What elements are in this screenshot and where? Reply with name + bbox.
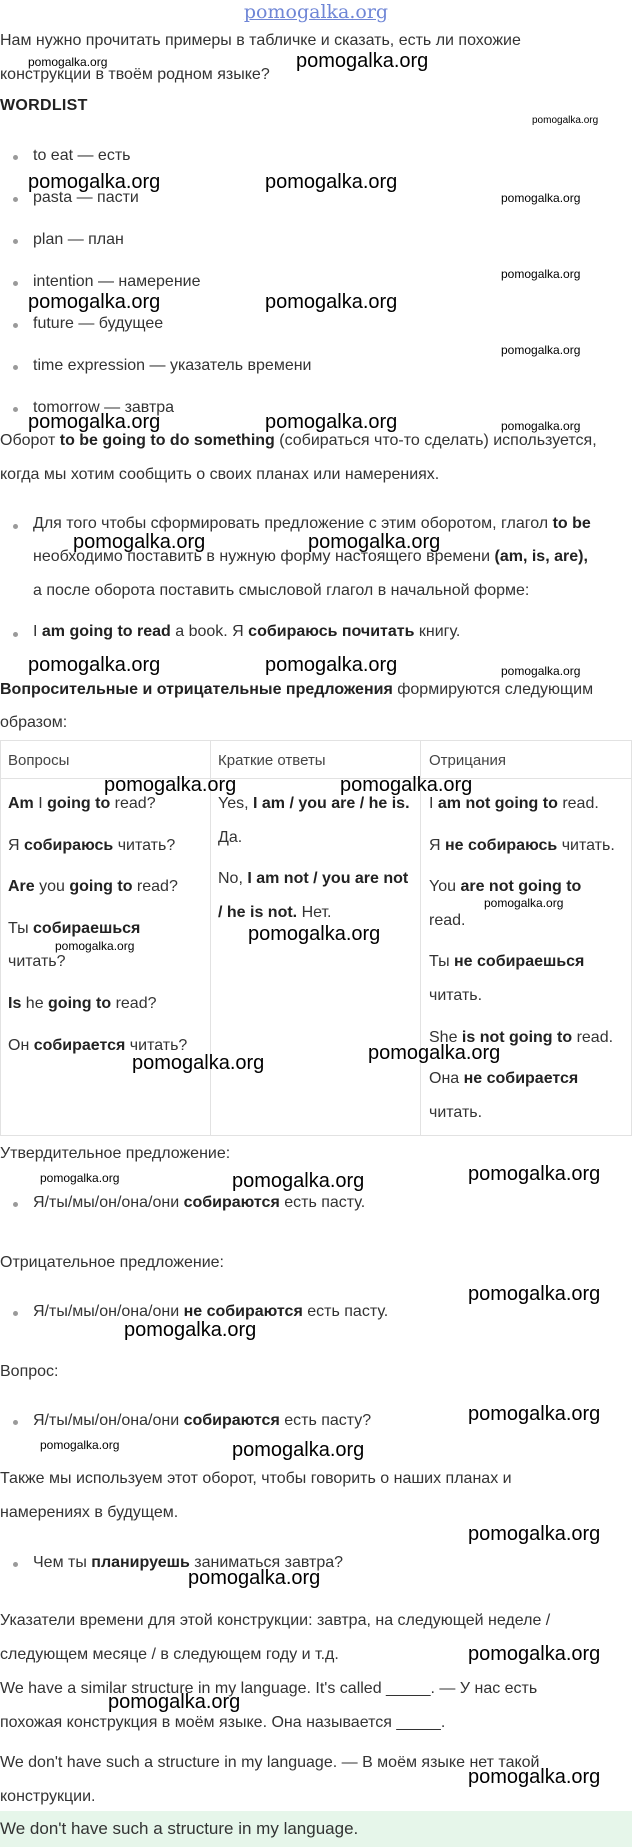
watermark: pomogalka.org: [104, 774, 237, 796]
questions-intro-line-1: Вопросительные и отрицательные предложения формируются следующим: [0, 681, 594, 698]
bullet-dot: [13, 1420, 18, 1425]
watermark: pomogalka.org: [468, 1766, 601, 1788]
table-border: [0, 778, 632, 779]
bullet-dot: [13, 239, 18, 244]
watermark: pomogalka.org: [501, 419, 581, 433]
watermark: pomogalka.org: [501, 343, 581, 357]
table-border: [0, 1135, 632, 1136]
bullet-dot: [13, 407, 18, 412]
watermark: pomogalka.org: [296, 50, 429, 72]
table-cell: She is not going to read.: [429, 1029, 614, 1046]
rule-line-2: когда мы хотим сообщить о своих планах или намерениях.: [0, 466, 440, 483]
bullet-dot: [13, 323, 18, 328]
future-note-line-1: Также мы используем этот оборот, чтобы говорить о наших планах и: [0, 1470, 512, 1487]
watermark: pomogalka.org: [484, 896, 564, 910]
watermark: pomogalka.org: [28, 291, 161, 313]
table-cell: read.: [429, 912, 466, 929]
future-example: Чем ты планируешь заниматься завтра?: [33, 1554, 344, 1571]
bullet-dot: [13, 1311, 18, 1316]
negative-label: Отрицательное предложение:: [0, 1254, 224, 1271]
list-item: time expression — указатель времени: [33, 357, 312, 374]
table-cell: читать.: [429, 987, 483, 1004]
watermark: pomogalka.org: [308, 531, 441, 553]
bullet-dot: [13, 632, 18, 637]
watermark: pomogalka.org: [124, 1319, 257, 1341]
rule-bullet-line-3: а после оборота поставить смысловой глагол в начальной форме:: [33, 582, 530, 599]
rule-bullet-line-2: необходимо поставить в нужную форму настоящего времени (am, is, are),: [33, 548, 588, 565]
watermark: pomogalka.org: [232, 1170, 365, 1192]
answer-highlight: [0, 1811, 632, 1847]
intro-line-1: Нам нужно прочитать примеры в табличке и сказать, есть ли похожие: [0, 32, 521, 49]
table-cell: Yes, I am / you are / he is.: [218, 795, 410, 812]
option-2-line-2: конструкции.: [0, 1788, 96, 1805]
table-cell: Is he going to read?: [8, 995, 157, 1012]
watermark: pomogalka.org: [501, 267, 581, 281]
bullet-dot: [13, 281, 18, 286]
list-item: to eat — есть: [33, 147, 131, 164]
table-cell: читать.: [429, 1104, 483, 1121]
wordlist-heading: WORDLIST: [0, 97, 88, 114]
watermark: pomogalka.org: [40, 1171, 120, 1185]
questions-intro-line-2: образом:: [0, 714, 68, 731]
watermark: pomogalka.org: [265, 171, 398, 193]
watermark: pomogalka.org: [368, 1042, 501, 1064]
table-cell: Ты собираешься: [8, 920, 141, 937]
time-markers-line-1: Указатели времени для этой конструкции: завтра, на следующей неделе /: [0, 1612, 551, 1629]
watermark: pomogalka.org: [468, 1643, 601, 1665]
watermark: pomogalka.org: [28, 171, 161, 193]
table-cell: Я собираюсь читать?: [8, 837, 176, 854]
table-cell: Она не собирается: [429, 1070, 579, 1087]
future-note-line-2: намерениях в будущем.: [0, 1504, 179, 1521]
table-header-negations: Отрицания: [429, 752, 506, 769]
table-cell: Am I going to read?: [8, 795, 156, 812]
bullet-dot: [13, 524, 18, 529]
table-cell: No, I am not / you are not: [218, 870, 409, 887]
watermark: pomogalka.org: [55, 939, 135, 953]
table-cell: You are not going to: [429, 878, 582, 895]
option-1-line-1: We have a similar structure in my language. It's called _____. — У нас есть: [0, 1680, 538, 1697]
question-example: Я/ты/мы/он/она/они собираются есть пасту?: [33, 1412, 372, 1429]
watermark: pomogalka.org: [468, 1283, 601, 1305]
watermark: pomogalka.org: [248, 923, 381, 945]
table-border: [420, 740, 421, 1136]
option-1-line-2: похожая конструкция в моём языке. Она называется _____.: [0, 1714, 446, 1731]
watermark: pomogalka.org: [340, 774, 473, 796]
table-header-questions: Вопросы: [8, 752, 70, 769]
option-2-line-1: We don't have such a structure in my language. — В моём языке нет такой: [0, 1754, 540, 1771]
rule-bullet-line-1: Для того чтобы сформировать предложение с этим оборотом, глагол to be: [33, 515, 591, 532]
answer-text: We don't have such a structure in my language.: [0, 1819, 359, 1838]
affirmative-label: Утвердительное предложение:: [0, 1145, 231, 1162]
watermark: pomogalka.org: [265, 411, 398, 433]
watermark: pomogalka.org: [468, 1163, 601, 1185]
table-cell: читать?: [8, 953, 66, 970]
bullet-dot: [13, 1562, 18, 1567]
table-cell: I am not going to read.: [429, 795, 599, 812]
table-border: [0, 740, 1, 1136]
list-item: intention — намерение: [33, 273, 201, 290]
list-item: plan — план: [33, 231, 124, 248]
question-label: Вопрос:: [0, 1363, 59, 1380]
watermark: pomogalka.org: [265, 291, 398, 313]
table-cell: Он собирается читать?: [8, 1037, 188, 1054]
bullet-dot: [13, 365, 18, 370]
bullet-dot: [13, 1202, 18, 1207]
watermark: pomogalka.org: [73, 531, 206, 553]
watermark: pomogalka.org: [265, 654, 398, 676]
table-cell: Я не собираюсь читать.: [429, 837, 615, 854]
table-cell: Да.: [218, 829, 243, 846]
watermark: pomogalka.org: [40, 1438, 120, 1452]
negative-example: Я/ты/мы/он/она/они не собираются есть пасту.: [33, 1303, 389, 1320]
list-item: future — будущее: [33, 315, 164, 332]
watermark: pomogalka.org: [468, 1403, 601, 1425]
time-markers-line-2: следующем месяце / в следующем году и т.д.: [0, 1646, 339, 1663]
list-item: tomorrow — завтра: [33, 399, 175, 416]
watermark: pomogalka.org: [532, 115, 599, 126]
watermark: pomogalka.org: [232, 1439, 365, 1461]
watermark: pomogalka.org: [28, 55, 108, 69]
intro-line-2: конструкции в твоём родном языке?: [0, 66, 270, 83]
table-header-short-answers: Краткие ответы: [218, 752, 326, 769]
watermark: pomogalka.org: [28, 654, 161, 676]
rule-example: I am going to read a book. Я собираюсь почитать книгу.: [33, 623, 461, 640]
table-cell: / he is not. Нет.: [218, 904, 332, 921]
table-border: [210, 740, 211, 1136]
rule-line-1: Оборот to be going to do something (собираться что-то сделать) используется,: [0, 432, 597, 449]
affirmative-example: Я/ты/мы/он/она/они собираются есть пасту.: [33, 1194, 366, 1211]
watermark: pomogalka.org: [108, 1691, 241, 1713]
table-cell: Are you going to read?: [8, 878, 178, 895]
table-border: [0, 740, 632, 741]
bullet-dot: [13, 155, 18, 160]
list-item: pasta — пасти: [33, 189, 139, 206]
watermark: pomogalka.org: [188, 1567, 321, 1589]
bullet-dot: [13, 197, 18, 202]
watermark: pomogalka.org: [28, 411, 161, 433]
watermark: pomogalka.org: [501, 664, 581, 678]
watermark: pomogalka.org: [132, 1052, 265, 1074]
watermark: pomogalka.org: [468, 1523, 601, 1545]
watermark: pomogalka.org: [501, 191, 581, 205]
table-cell: Ты не собираешься: [429, 953, 585, 970]
site-title[interactable]: pomogalka.org: [243, 1, 389, 23]
